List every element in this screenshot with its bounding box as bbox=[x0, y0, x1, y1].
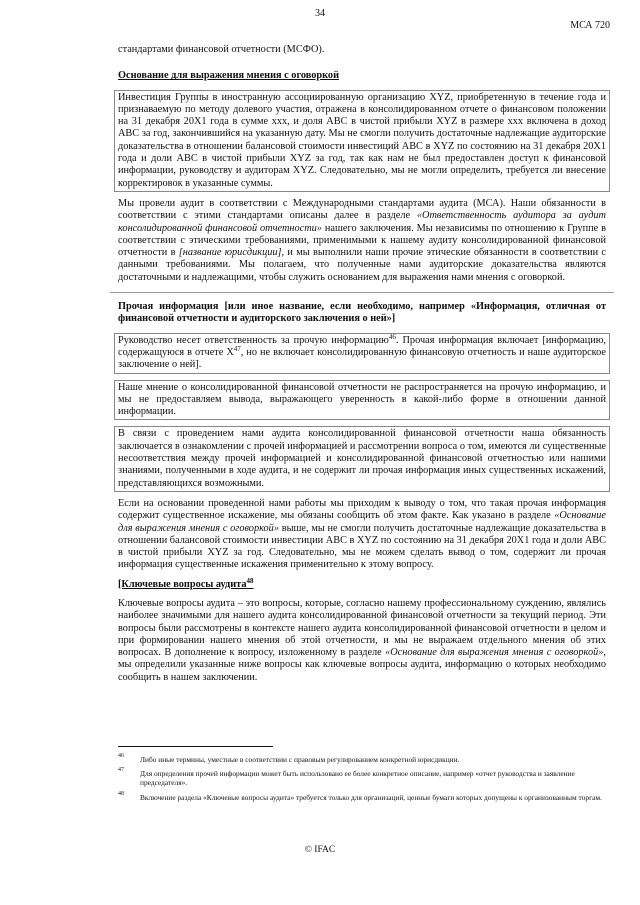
paragraph-qualified-basis: Инвестиция Группы в иностранную ассоциированную организацию XYZ, приобретенную в течение года и признаваемую по методу долевого участия, отражена в консолидированном отчете о финансовом положении на 31 декабря 20X1 года в сумме xxx, и доля ABC в чистой прибыли XYZ в размере xxx включена в доход ABC за год, закончившийся на указанную дату. Мы не смогли получить достаточные надлежащие аудиторские доказательства в отношении балансовой стоимости инвестиций ABC в XYZ по состоянию на 31 декабря 20X1 года и доли ABC в чистой прибыли XYZ за год, так как нам не был предоставлен доступ к финансовой информации, руководству и аудиторам XYZ. Следовательно, мы не могли определить, требуется ли внесение корректировок в указанные суммы. bbox=[114, 90, 610, 192]
heading-other-information: Прочая информация [или иное название, если необходимо, например «Информация, отличная от финансовой отчетности и аудиторского заключения о ней»] bbox=[118, 301, 606, 325]
footnote-number: 48 bbox=[118, 790, 124, 797]
footnote-ref-48: 48 bbox=[246, 576, 254, 585]
heading-key-audit-matters: [Ключевые вопросы аудита$^{48}$ bbox=[118, 576, 254, 590]
paragraph-misstatement-conclusion: Если на основании проведенной нами работы мы приходим к выводу о том, что такая прочая информация содержит существенное искажение, мы обязаны сообщить об этом факте. Как указано в разделе «Основание для выражения мнения с оговоркой» выше, мы не смогли получить достаточные надлежащие доказательства в отношении балансовой стоимости инвестиции ABC в XYZ по состоянию на 31 декабря 20X1 года и доли ABC в чистой прибыли XYZ за год. Следовательно, мы не можем сделать вывод о том, содержит ли прочая информация существенные искажения применительно к этому вопросу. bbox=[118, 497, 606, 571]
footnote-text: Либо иные термины, уместные в соответствии с правовым регулированием конкретной юрисдикции. bbox=[140, 755, 460, 764]
paragraph-audit-standards: Мы провели аудит в соответствии с Международными стандартами аудита (МСА). Наши обязанности в соответствии с этими стандартами описаны далее в разделе «Ответственность аудитора за аудит консолидированной финансовой отчетности» нашего заключения. Мы независимы по отношению к Группе в соответствии с этическими требованиями, применимыми к нашему аудиту консолидированной финансовой отчетности в [название юрисдикции], и мы выполнили наши прочие этические обязанности в соответствии с данными требованиями. Мы полагаем, что полученные нами аудиторские доказательства являются достаточными и надлежащими, чтобы служить основанием для выражения нами мнения с оговоркой. bbox=[118, 197, 607, 283]
page-content bbox=[118, 44, 606, 691]
paragraph-management-responsibility: Руководство несет ответственность за прочую информацию$^{46}$. Прочая информация включает [информацию, содержащуюся в отчете $X^{47}$, но не включает консолидированную финансовую отчетность и наше аудиторское заключение о ней]. bbox=[114, 333, 610, 374]
standard-code: МСА 720 bbox=[570, 20, 610, 31]
copyright-footer: © IFAC bbox=[304, 845, 336, 855]
footnote-ref-46: 46 bbox=[388, 332, 396, 341]
footnote-ref-47: 47 bbox=[233, 344, 241, 353]
lead-paragraph: стандартами финансовой отчетности (МСФО). bbox=[118, 44, 325, 55]
footnote-item bbox=[118, 769, 606, 787]
page-number: 34 bbox=[315, 8, 325, 19]
footnote-number: 46 bbox=[118, 753, 124, 759]
footnote-number: 47 bbox=[118, 767, 124, 774]
footnotes bbox=[118, 746, 606, 807]
paragraph-auditor-duty: В связи с проведением нами аудита консолидированной финансовой отчетности наша обязанность заключается в ознакомлении с прочей информацией и рассмотрении вопроса о том, имеются ли существенные несоответствия между прочей информацией и консолидированной финансовой отчетностью или нашими знаниями, полученными в ходе аудита, и не содержит ли прочая информация иных существенных искажений, представляющихся возможными. bbox=[114, 426, 610, 491]
footnote-rule bbox=[118, 746, 273, 747]
paragraph-opinion-scope: Наше мнение о консолидированной финансовой отчетности не распространяется на прочую информацию, и мы не предоставляем вывода, выражающего уверенность в какой-либо форме в отношении данной информации. bbox=[114, 380, 610, 421]
footnote-item bbox=[118, 755, 606, 764]
footnote-item bbox=[118, 790, 606, 802]
heading-qualified-opinion-basis: Основание для выражения мнения с оговоркой bbox=[118, 70, 340, 82]
section-divider bbox=[110, 292, 614, 293]
paragraph-key-audit-matters: Ключевые вопросы аудита – это вопросы, которые, согласно нашему профессиональному суждению, являлись наиболее значимыми для нашего аудита консолидированной финансовой отчетности за текущий период. Эти вопросы были рассмотрены в контексте нашего аудита консолидированной финансовой отчетности в целом и при формировании нашего мнения об этой отчетности, и мы не выражаем отдельного мнения об этих вопросах. В дополнение к вопросу, изложенному в разделе «Основание для выражения мнения с оговоркой», мы определили указанные ниже вопросы как ключевые вопросы аудита, информацию о которых необходимо сообщить в нашем заключении. bbox=[118, 597, 606, 683]
footnote-text: Для определения прочей информации может быть использовано ее более конкретное описание, например «отчет руководства и заявление председателя». bbox=[140, 769, 575, 788]
footnote-text: Включение раздела «Ключевые вопросы аудита» требуется только для организаций, ценные бумаги которых допущены к организованным торгам. bbox=[140, 792, 602, 802]
